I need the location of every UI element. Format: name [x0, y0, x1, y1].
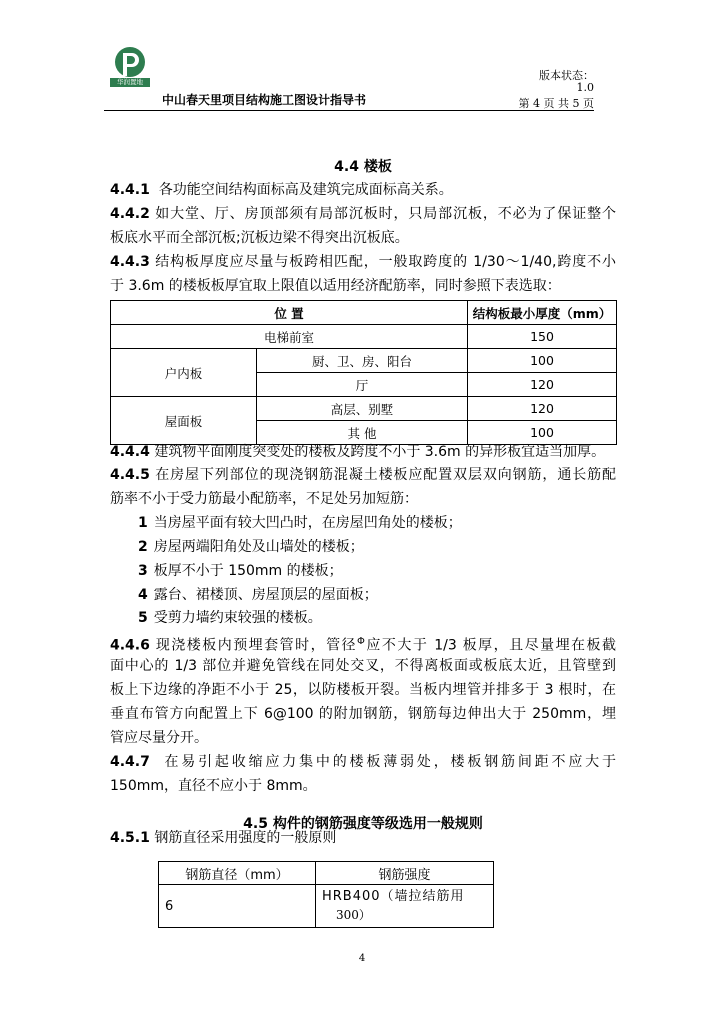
- clause-number: 4.4.2: [110, 206, 150, 222]
- version-label: 版本状态：: [539, 69, 594, 82]
- page-number: 4: [358, 953, 366, 964]
- table-cell: 120: [468, 397, 617, 421]
- table-header-row: [159, 862, 494, 885]
- company-logo: [110, 44, 150, 88]
- paragraph-4-4-5-line2: 筋率不小于受力筋最小配筋率，不足处另加短筋：: [110, 491, 418, 507]
- strength-line1: HRB400（墙拉结筋用: [322, 889, 465, 904]
- logo-text: 华润置地: [117, 78, 143, 86]
- table-header-row: [111, 301, 617, 325]
- table-cell: 电梯前室: [111, 325, 468, 349]
- table-cell: 屋面板: [111, 397, 257, 445]
- header-divider: [104, 110, 594, 111]
- table-cell: 厅: [257, 373, 468, 397]
- clause-text: 如大堂、厅、房顶部须有局部沉板时，只局部沉板，不必为了保证整个: [155, 206, 616, 222]
- list-item: 4 露台、裙楼顶、房屋顶层的屋面板；: [138, 587, 378, 603]
- paragraph-4-4-6-line3: 板上下边缘的净距不小于 25，以防楼板开裂。当板内埋管并排多于 3 根时，在: [110, 682, 616, 698]
- clause-number: 4.4.5: [110, 467, 150, 483]
- paragraph-4-4-7-line1: 4.4.7 在易引起收缩应力集中的楼板薄弱处，楼板钢筋间距不应大于: [110, 754, 616, 770]
- paragraph-4-4-6-line1: 4.4.6 现浇楼板内预埋套管时，管径$^\Phi$应不大于 1/3 板厚，且尽量埋在板截: [110, 636, 617, 654]
- table-cell: 户内板: [111, 349, 257, 397]
- clause-number: 4.4.6: [110, 637, 150, 654]
- paragraph-4-4-3-line1: [110, 253, 616, 271]
- paragraph-4-5-1: [110, 829, 616, 847]
- version-number: 1.0: [576, 81, 594, 94]
- list-item: 1 当房屋平面有较大凹凸时，在房屋凹角处的楼板；: [138, 515, 462, 531]
- clause-number: 4.4.1: [110, 182, 150, 198]
- rebar-strength-table: [158, 861, 494, 928]
- table-header-cell: 位 置: [111, 301, 468, 325]
- table-cell: 100: [468, 349, 617, 373]
- paragraph-4-4-5-line1: [110, 466, 616, 484]
- section-4-4-title: 4.4 楼板: [334, 159, 392, 175]
- table-cell: 其 他: [257, 421, 468, 445]
- clause-text: 在房屋下列部位的现浇钢筋混凝土楼板应配置双层双向钢筋，通长筋配: [155, 467, 616, 483]
- clause-text: 结构板厚度应尽量与板跨相匹配，一般取跨度的 1/30～1/40,跨度不小: [155, 254, 616, 270]
- table-row: [159, 885, 494, 928]
- paragraph-4-4-1: [110, 181, 616, 199]
- clause-number: 4.4.4: [110, 444, 150, 460]
- table-cell: 120: [468, 373, 617, 397]
- slab-thickness-table: [110, 300, 617, 445]
- paragraph-4-4-6-line2: 面中心的 1/3 部位并避免管线在同处交叉，不得离板面或板底太近，且管壁到: [110, 658, 616, 674]
- clause-number: 4.5.1: [110, 830, 150, 846]
- paragraph-4-4-4: [110, 443, 616, 461]
- list-item: 3 板厚不小于 150mm 的楼板；: [138, 563, 343, 579]
- clause-text: 建筑物平面刚度突变处的楼板及跨度不小于 3.6m 的异形板宜适当加厚。: [154, 444, 606, 460]
- paragraph-4-4-6-line4: 垂直布管方向配置上下 6@100 的附加钢筋，钢筋每边伸出大于 250mm，埋: [110, 706, 616, 722]
- paragraph-4-4-6-line5: 管应尽量分开。: [110, 730, 208, 746]
- section-4-5-title: 4.5 构件的钢筋强度等级选用一般规则: [243, 816, 483, 832]
- paragraph-4-4-3-line2: 于 3.6m 的楼板板厚宜取上限值以适用经济配筋率，同时参照下表选取：: [110, 278, 561, 294]
- table-cell: 100: [468, 421, 617, 445]
- table-header-cell: 钢筋直径（mm）: [159, 862, 316, 885]
- page-info: 第 4 页 共 5 页: [518, 97, 594, 110]
- table-row: [111, 325, 617, 349]
- table-row: [111, 349, 617, 373]
- clause-number: 4.4.3: [110, 254, 150, 270]
- paragraph-4-4-2-line2: 板底水平而全部沉板;沉板边梁不得突出沉板底。: [110, 230, 409, 246]
- clause-text: 钢筋直径采用强度的一般原则: [154, 830, 337, 846]
- table-cell: 150: [468, 325, 617, 349]
- strength-line2: 300）: [336, 908, 371, 922]
- document-title: 中山春天里项目结构施工图设计指导书: [162, 93, 367, 107]
- phi-symbol: Φ: [357, 636, 365, 647]
- paragraph-4-4-7-line2: 150mm，直径不应小于 8mm。: [110, 778, 317, 794]
- table-cell: 高层、别墅: [257, 397, 468, 421]
- table-row: [111, 397, 617, 421]
- table-cell: 6: [159, 885, 316, 928]
- list-item: 5 受剪力墙约束较强的楼板。: [138, 610, 322, 626]
- list-item: 2 房屋两端阳角处及山墙处的楼板；: [138, 539, 364, 555]
- clause-text: 各功能空间结构面标高及建筑完成面标高关系。: [158, 182, 453, 198]
- paragraph-4-4-2-line1: [110, 205, 616, 223]
- table-header-cell: 结构板最小厚度（mm）: [468, 301, 617, 325]
- table-cell: 厨、卫、房、阳台: [257, 349, 468, 373]
- clause-number: 4.4.7: [110, 754, 150, 770]
- table-cell: [316, 885, 494, 928]
- table-header-cell: 钢筋强度: [316, 862, 494, 885]
